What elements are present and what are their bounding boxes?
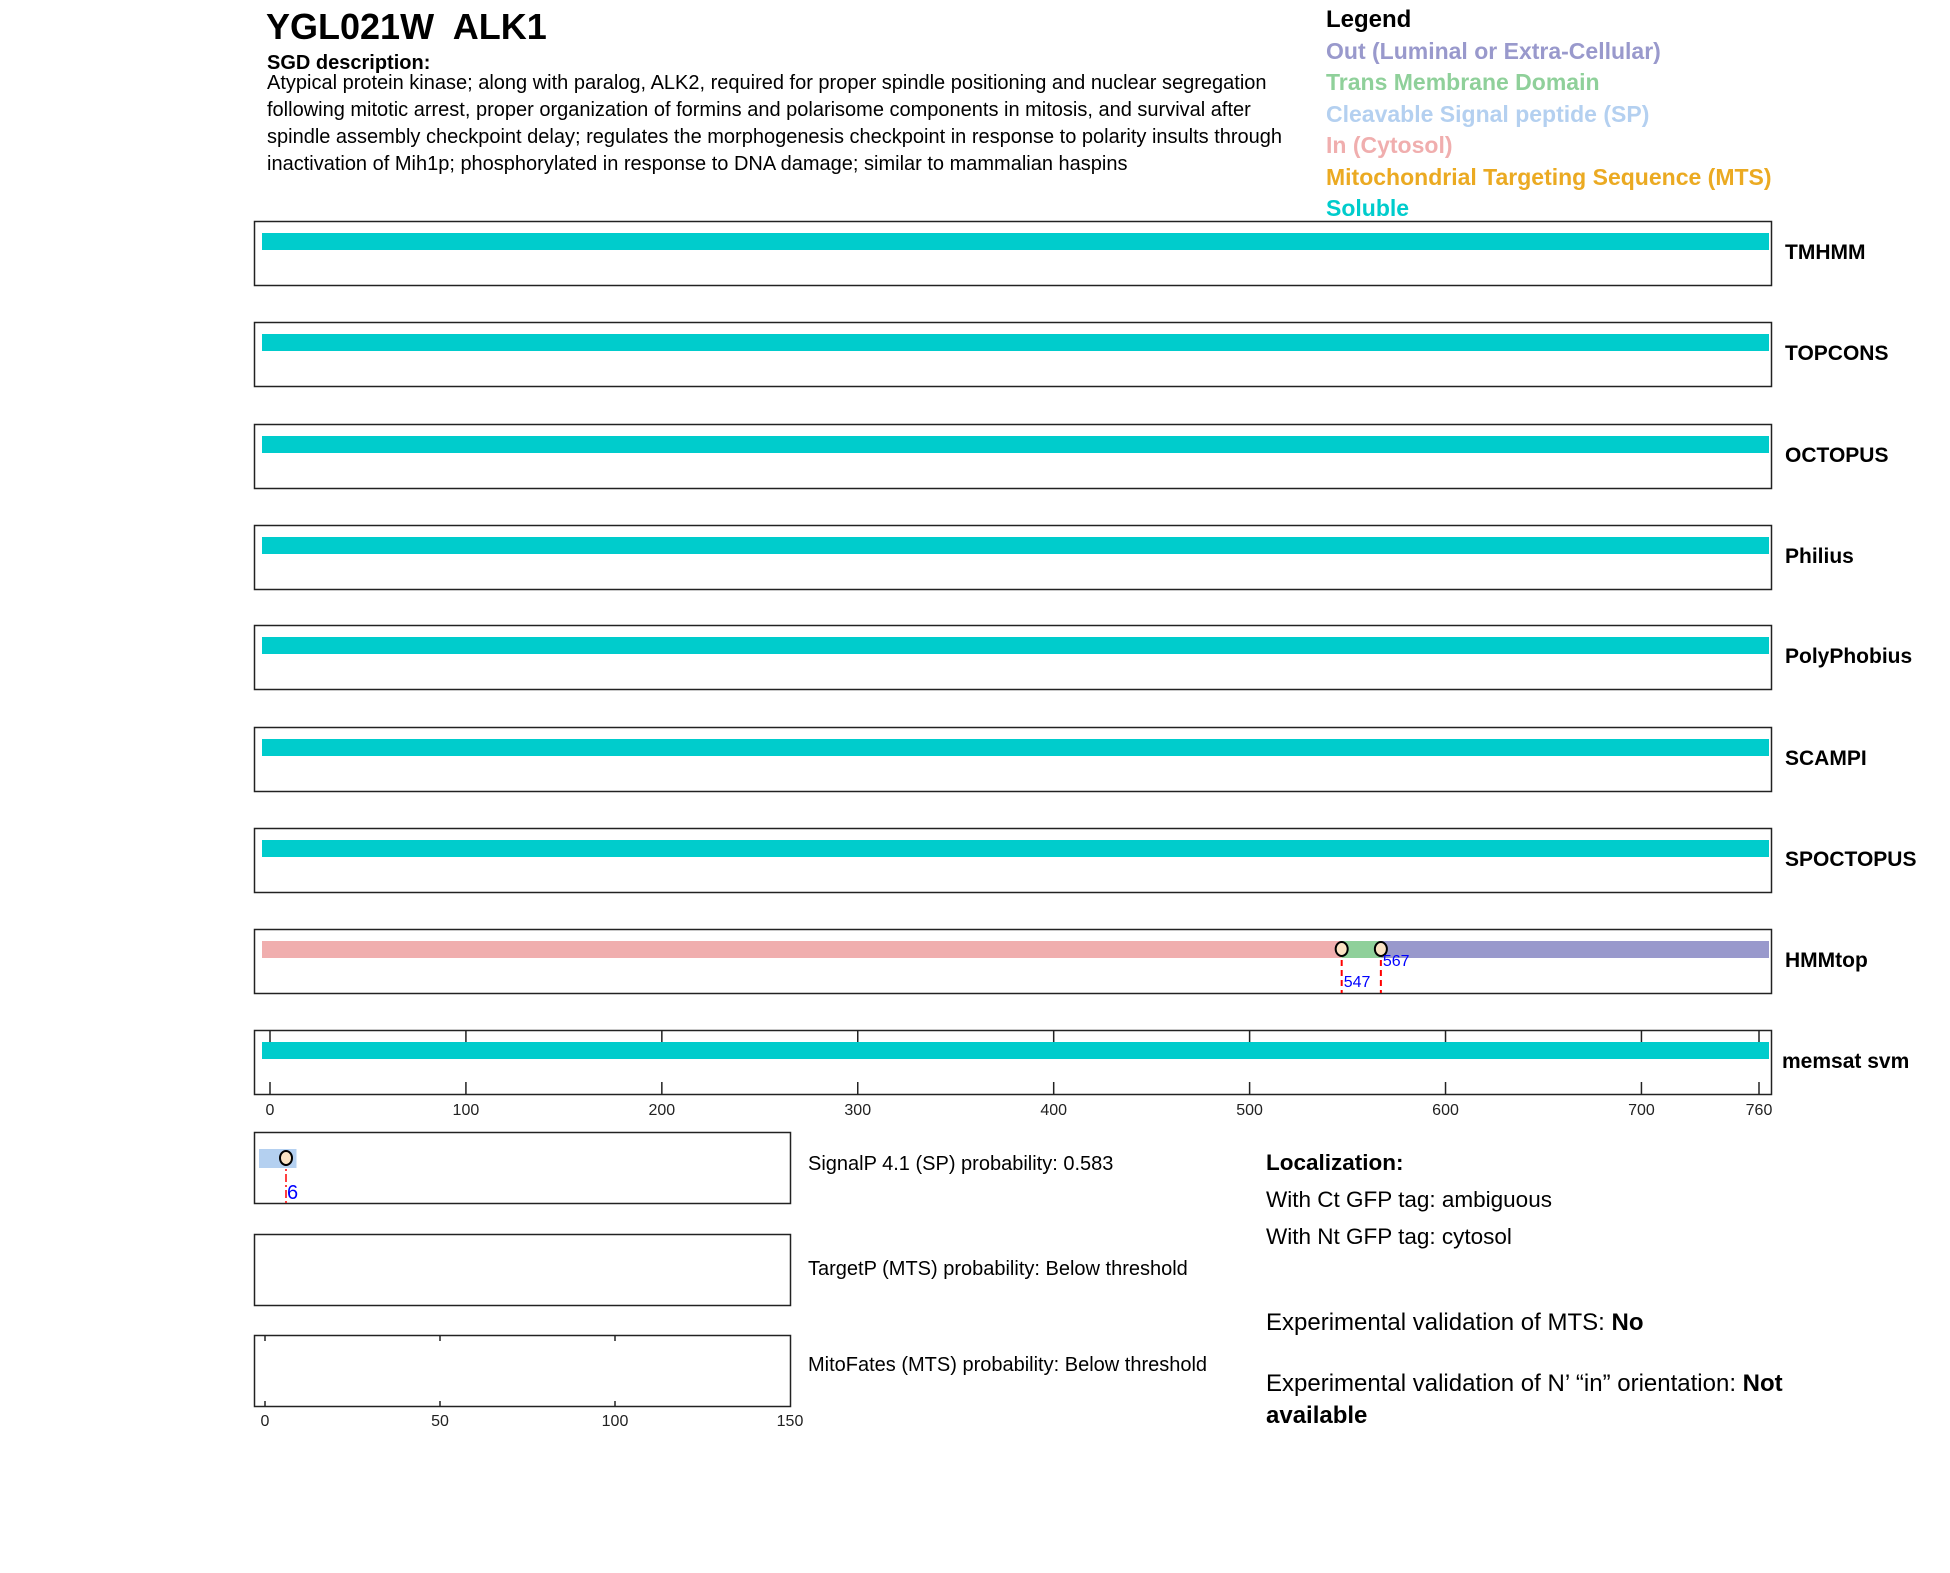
small-panel-box xyxy=(255,1235,791,1306)
localization-ct: With Ct GFP tag: ambiguous xyxy=(1266,1187,1552,1212)
axis-tick-label: 300 xyxy=(844,1102,872,1119)
legend-out: Out (Luminal or Extra-Cellular) xyxy=(1326,37,1661,64)
segment-in xyxy=(262,941,1342,958)
track-label: OCTOPUS xyxy=(1785,444,1889,467)
mts-validation-label: Experimental validation of MTS: xyxy=(1266,1309,1612,1336)
localization-heading: Localization: xyxy=(1266,1150,1404,1175)
segment-soluble xyxy=(262,1042,1769,1059)
axis-tick-label: 400 xyxy=(1040,1102,1068,1119)
track-label: memsat svm xyxy=(1782,1050,1910,1073)
legend-sp: Cleavable Signal peptide (SP) xyxy=(1326,100,1650,127)
track-label: TOPCONS xyxy=(1785,342,1889,365)
axis-tick-label: 760 xyxy=(1745,1102,1773,1119)
axis-tick-label: 200 xyxy=(648,1102,676,1119)
nin-validation-label: Experimental validation of N’ “in” orientation: xyxy=(1266,1370,1743,1397)
mitofates-text: MitoFates (MTS) probability: Below threshold xyxy=(808,1354,1208,1376)
marker-label: 6 xyxy=(287,1182,299,1204)
track-box-hmmtop xyxy=(255,930,1772,994)
nin-validation xyxy=(1266,1368,1866,1432)
page-title: YGL021W ALK1 xyxy=(266,6,547,47)
axis-tick-label: 700 xyxy=(1628,1102,1655,1119)
mts-validation-value: No xyxy=(1611,1309,1644,1336)
mts-validation xyxy=(1266,1309,1643,1337)
track-label: SCAMPI xyxy=(1785,747,1867,770)
axis-tick-label: 0 xyxy=(265,1102,275,1119)
nin-validation-value: Not available xyxy=(1266,1370,1783,1429)
track-box-octopus xyxy=(255,425,1772,489)
track-box-spoctopus xyxy=(255,829,1772,893)
segment-soluble xyxy=(262,637,1769,654)
segment-soluble xyxy=(262,840,1769,857)
axis-tick-label: 100 xyxy=(601,1413,629,1430)
segment-soluble xyxy=(262,436,1769,453)
track-label: TMHMM xyxy=(1785,241,1866,264)
description-heading: SGD description: xyxy=(267,52,431,74)
marker-label: 547 xyxy=(1343,974,1371,991)
track-label: HMMtop xyxy=(1785,949,1868,972)
marker-circle-icon xyxy=(280,1151,292,1165)
segment-out xyxy=(1381,941,1769,958)
track-label: Philius xyxy=(1785,545,1854,568)
segment-soluble xyxy=(262,537,1769,554)
marker-label: 567 xyxy=(1382,953,1410,970)
description-text: Atypical protein kinase; along with paralog, ALK2, required for proper spindle positioning and nuclear segregation following mitotic arrest, proper organization of formins and polarisome components in mitosis, and survival after spindle assembly checkpoint delay; regulates the morphogenesis checkpoint in response to polarity insults through inactivation of Mih1p; phosphorylated in response to DNA damage; similar to mammalian haspins xyxy=(267,72,1283,175)
segment-soluble xyxy=(262,233,1769,250)
track-box-scampi xyxy=(255,728,1772,792)
track-label: PolyPhobius xyxy=(1785,645,1913,668)
axis-tick-label: 500 xyxy=(1236,1102,1263,1119)
localization-nt: With Nt GFP tag: cytosol xyxy=(1266,1224,1512,1249)
signalp-text: SignalP 4.1 (SP) probability: 0.583 xyxy=(808,1153,1114,1175)
segment-soluble xyxy=(262,739,1769,756)
axis-tick-label: 0 xyxy=(260,1413,270,1430)
track-box-memsat-svm xyxy=(255,1031,1772,1095)
track-box-topcons xyxy=(255,323,1772,387)
legend-in: In (Cytosol) xyxy=(1326,132,1453,158)
legend-mts: Mitochondrial Targeting Sequence (MTS) xyxy=(1326,163,1772,190)
track-box-polyphobius xyxy=(255,626,1772,690)
track-box-philius xyxy=(255,526,1772,590)
legend-tm: Trans Membrane Domain xyxy=(1326,69,1600,95)
marker-circle-icon xyxy=(1336,942,1348,956)
small-panel-box xyxy=(255,1336,791,1407)
axis-tick-label: 150 xyxy=(776,1413,804,1430)
axis-tick-label: 600 xyxy=(1432,1102,1459,1119)
legend-title: Legend xyxy=(1326,6,1412,33)
targetp-text: TargetP (MTS) probability: Below threshold xyxy=(808,1258,1188,1280)
track-box-tmhmm xyxy=(255,222,1772,286)
segment-soluble xyxy=(262,334,1769,351)
axis-tick-label: 100 xyxy=(452,1102,480,1119)
track-label: SPOCTOPUS xyxy=(1785,848,1917,871)
small-panel-box xyxy=(255,1133,791,1204)
axis-tick-label: 50 xyxy=(431,1413,449,1430)
legend-soluble: Soluble xyxy=(1326,195,1410,221)
